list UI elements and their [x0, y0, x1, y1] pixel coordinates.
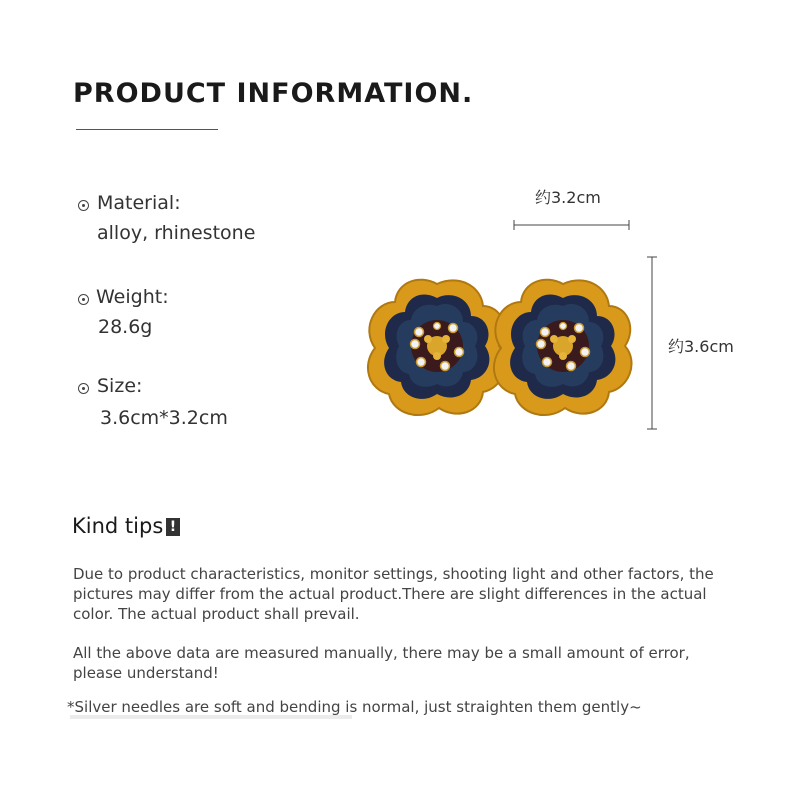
silver-needle-note: *Silver needles are soft and bending is normal, just straighten them gently~ — [67, 698, 642, 716]
width-dimension-line — [510, 218, 634, 232]
spec-value-weight: 28.6g — [98, 316, 153, 338]
height-dimension-line — [644, 254, 660, 434]
title-divider — [76, 129, 218, 130]
bullet-icon — [78, 294, 89, 305]
page-title: PRODUCT INFORMATION. — [73, 78, 474, 109]
bullet-icon — [78, 383, 89, 394]
spec-label-material: Material: — [97, 192, 181, 214]
spec-label-weight: Weight: — [96, 286, 169, 308]
kind-tips-title: Kind tips — [72, 514, 164, 538]
tips-paragraph-1: Due to product characteristics, monitor settings, shooting light and other factors, the pictures may differ from the actual product.There are slight differences in the actual color. The actual product shall prevail. — [73, 565, 714, 623]
bullet-icon — [78, 200, 89, 211]
spec-value-size: 3.6cm*3.2cm — [100, 407, 228, 429]
spec-label-size: Size: — [97, 375, 143, 397]
exclamation-icon: ! — [166, 518, 180, 536]
width-dimension-label: 约3.2cm — [535, 188, 601, 207]
tips-paragraph-2: All the above data are measured manually, there may be a small amount of error, please understand! — [73, 644, 690, 682]
height-dimension-label: 约3.6cm — [668, 337, 734, 356]
spec-value-material: alloy, rhinestone — [97, 222, 256, 244]
product-image — [365, 268, 635, 423]
